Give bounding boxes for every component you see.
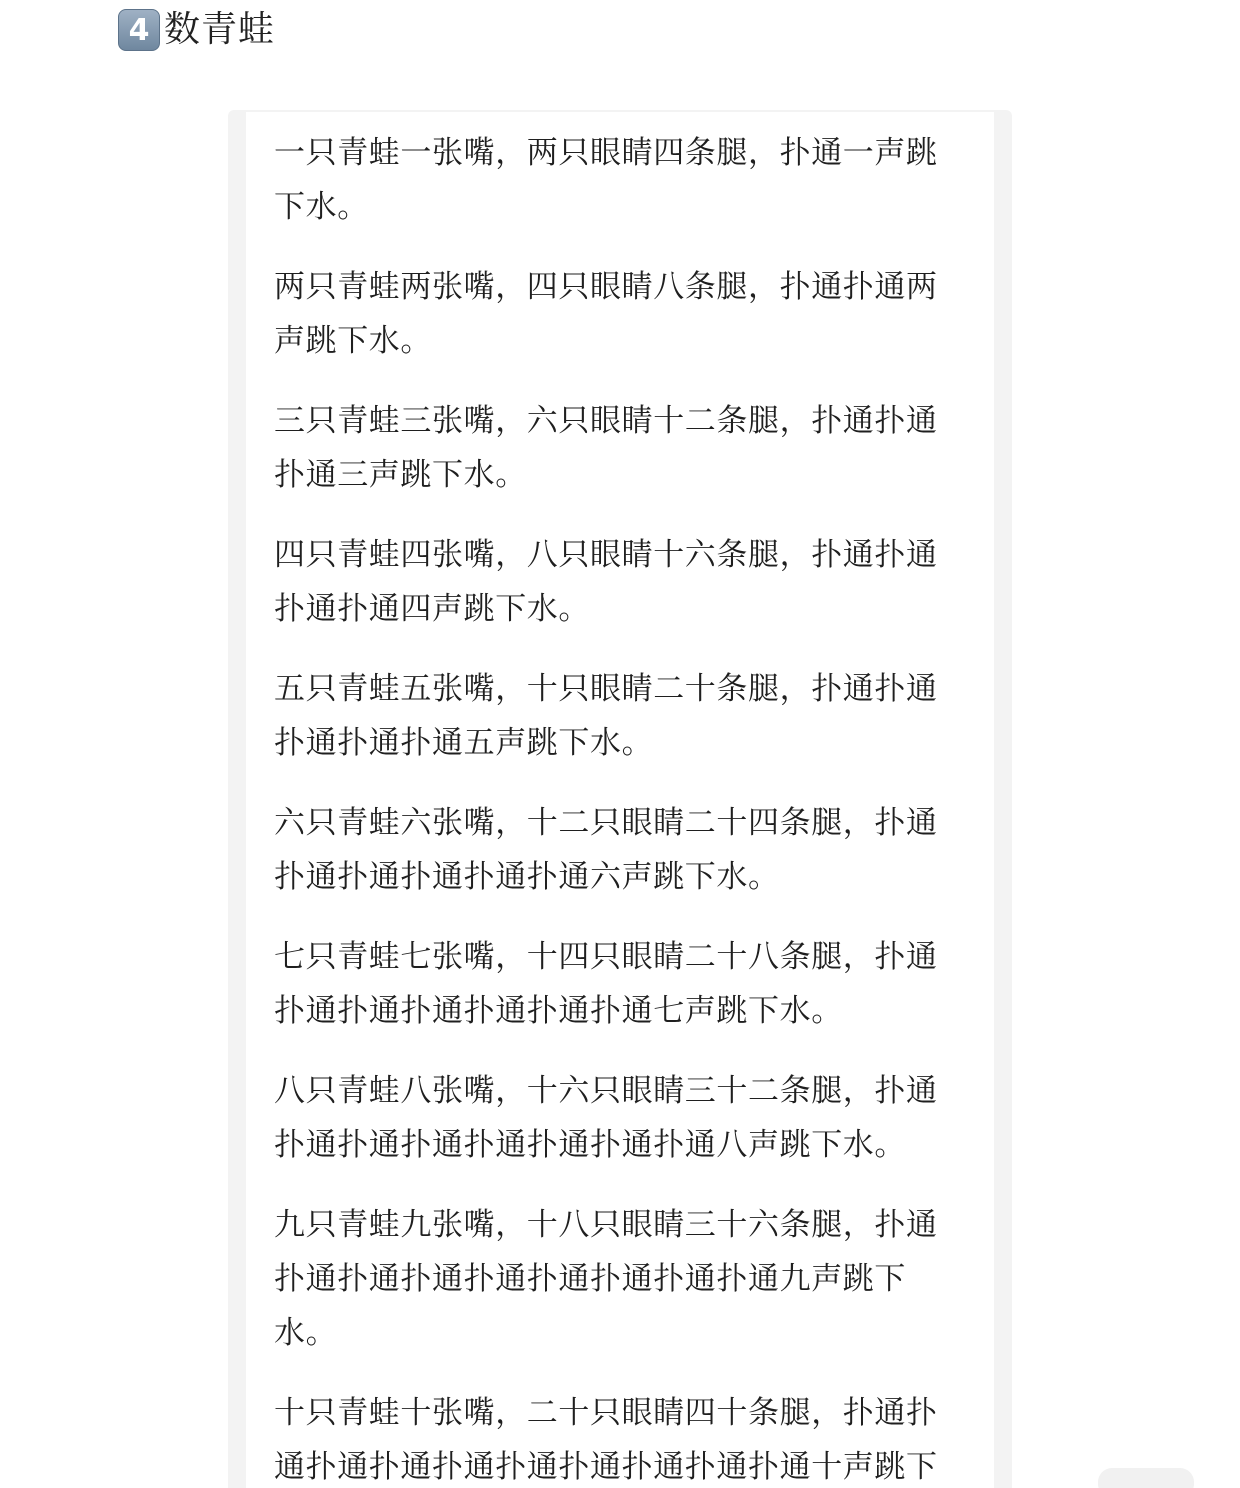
verse-7: 七只青蛙七张嘴，十四只眼睛二十八条腿，扑通扑通扑通扑通扑通扑通扑通七声跳下水。 — [274, 939, 938, 1029]
verse-1: 一只青蛙一张嘴，两只眼睛四条腿，扑通一声跳下水。 — [274, 135, 938, 225]
keycap-number-icon: 4 — [118, 9, 160, 51]
watermark-badge — [1098, 1468, 1194, 1488]
verse-2: 两只青蛙两张嘴，四只眼睛八条腿，扑通扑通两声跳下水。 — [274, 269, 938, 359]
section-title: 数青蛙 — [164, 9, 276, 50]
verse-9: 九只青蛙九张嘴，十八只眼睛三十六条腿，扑通扑通扑通扑通扑通扑通扑通扑通扑通九声跳下水。 — [274, 1207, 938, 1351]
verse-4: 四只青蛙四张嘴，八只眼睛十六条腿，扑通扑通扑通扑通四声跳下水。 — [274, 537, 938, 627]
verse-list — [274, 126, 954, 1488]
section-heading — [118, 6, 275, 54]
verse-10: 十只青蛙十张嘴，二十只眼睛四十条腿，扑通扑通扑通扑通扑通扑通扑通扑通扑通扑通十声跳下 — [274, 1395, 938, 1485]
verse-5: 五只青蛙五张嘴，十只眼睛二十条腿，扑通扑通扑通扑通扑通五声跳下水。 — [274, 671, 938, 761]
verse-8: 八只青蛙八张嘴，十六只眼睛三十二条腿，扑通扑通扑通扑通扑通扑通扑通扑通八声跳下水。 — [274, 1073, 938, 1163]
verse-6: 六只青蛙六张嘴，十二只眼睛二十四条腿，扑通扑通扑通扑通扑通扑通六声跳下水。 — [274, 805, 938, 895]
verse-3: 三只青蛙三张嘴，六只眼睛十二条腿，扑通扑通扑通三声跳下水。 — [274, 403, 938, 493]
